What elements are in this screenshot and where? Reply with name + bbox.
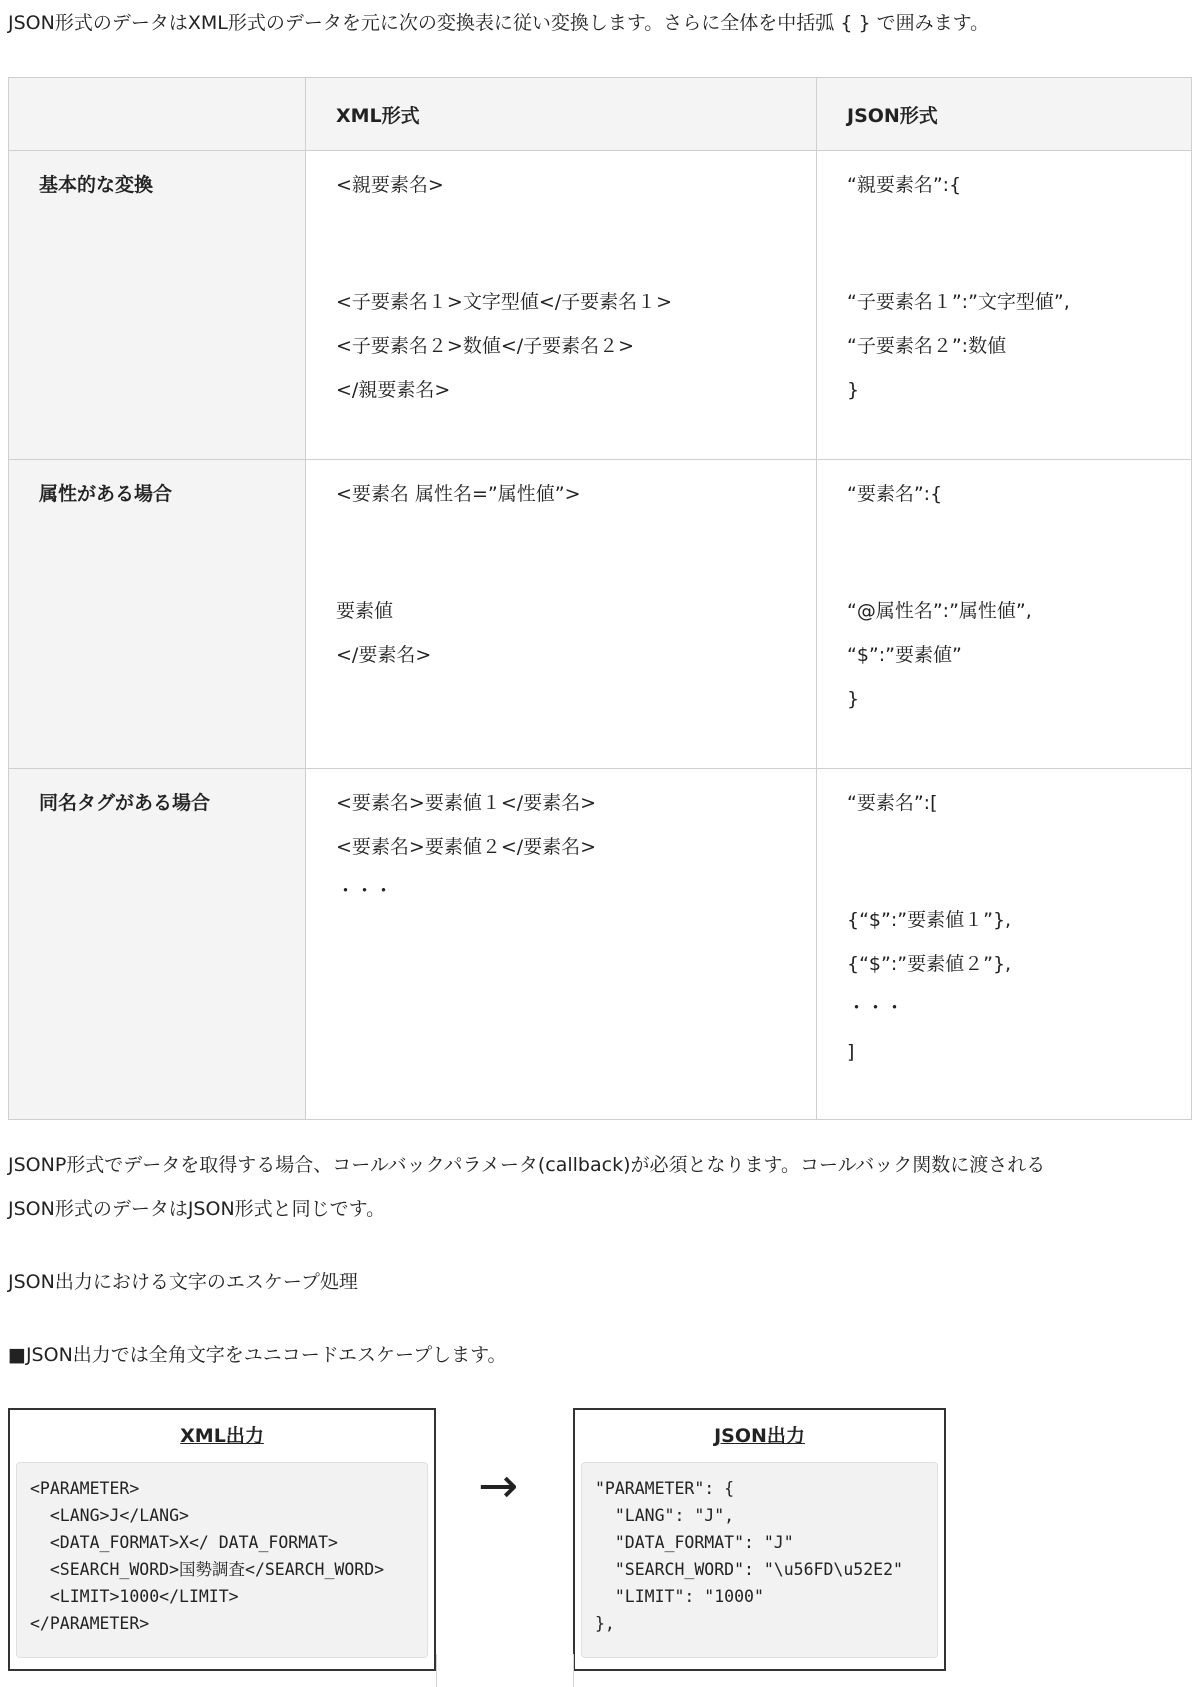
xml-line: </親要素名> xyxy=(336,379,451,401)
json-line xyxy=(847,523,1191,567)
cell-xml-attribute xyxy=(306,460,817,769)
json-line xyxy=(847,258,1191,287)
escape-note: ■JSON出力では全角文字をユニコードエスケープします。 xyxy=(8,1344,507,1366)
xml-line: </要素名> xyxy=(336,644,432,666)
json-line: “$”:”要素値” xyxy=(847,644,962,666)
code-line: }, xyxy=(595,1614,615,1633)
code-line: <LIMIT>1000</LIMIT> xyxy=(30,1587,239,1606)
xml-output-code xyxy=(16,1462,428,1658)
divider xyxy=(436,1654,437,1687)
cell-json-same-name xyxy=(817,769,1192,1120)
cell-xml-basic xyxy=(306,151,817,460)
cell-json-attribute xyxy=(817,460,1192,769)
header-xml: XML形式 xyxy=(306,78,817,151)
code-line: "DATA_FORMAT": "J" xyxy=(595,1533,794,1552)
xml-line: ・・・ xyxy=(336,880,394,902)
cell-xml-same-name xyxy=(306,769,817,1120)
intro-text: JSON形式のデータはXML形式のデータを元に次の変換表に従い変換します。さらに全体を中括弧 { } で囲みます。 xyxy=(8,12,990,34)
json-line xyxy=(847,832,1191,876)
divider xyxy=(573,1654,574,1687)
json-line xyxy=(847,567,1191,596)
xml-line: <要素名>要素値１</要素名> xyxy=(336,792,597,814)
table-row-basic xyxy=(9,151,1192,460)
row-label-attribute: 属性がある場合 xyxy=(9,460,306,769)
json-line: “子要素名１”:”文字型値”, xyxy=(847,291,1070,313)
xml-line xyxy=(336,567,816,596)
json-line: {“$”:”要素値１”}, xyxy=(847,909,1012,931)
json-line: “親要素名”:{ xyxy=(847,174,962,196)
header-empty xyxy=(9,78,306,151)
table-row-attribute xyxy=(9,460,1192,769)
xml-output-box xyxy=(8,1408,436,1671)
json-line: “要素名”:[ xyxy=(847,792,938,814)
json-line: “要素名”:{ xyxy=(847,483,943,505)
xml-line xyxy=(336,258,816,287)
code-line: "LIMIT": "1000" xyxy=(595,1587,764,1606)
code-line: "SEARCH_WORD": "\u56FD\u52E2" xyxy=(595,1560,903,1579)
json-line: } xyxy=(847,688,860,710)
table-row-same-name xyxy=(9,769,1192,1120)
row-label-same-name: 同名タグがある場合 xyxy=(9,769,306,1120)
escape-heading: JSON出力における文字のエスケープ処理 xyxy=(8,1271,358,1293)
jsonp-text-line-2: JSON形式のデータはJSON形式と同じです。 xyxy=(8,1198,386,1220)
json-line: “@属性名”:”属性値”, xyxy=(847,600,1032,622)
json-output-box xyxy=(573,1408,946,1671)
json-line: ] xyxy=(847,1041,855,1063)
xml-line: <子要素名２>数値</子要素名２> xyxy=(336,335,635,357)
code-line: "PARAMETER": { xyxy=(595,1479,735,1498)
cell-json-basic xyxy=(817,151,1192,460)
header-json: JSON形式 xyxy=(817,78,1192,151)
xml-line: <要素名 属性名=”属性値”> xyxy=(336,483,581,505)
json-line: } xyxy=(847,379,860,401)
code-line: <DATA_FORMAT>X</ DATA_FORMAT> xyxy=(30,1533,338,1552)
json-line: “子要素名２”:数値 xyxy=(847,335,1007,357)
json-line: ・・・ xyxy=(847,997,905,1019)
json-output-title: JSON出力 xyxy=(714,1425,805,1447)
code-line: <PARAMETER> xyxy=(30,1479,140,1498)
xml-line: 要素値 xyxy=(336,600,394,622)
right-arrow-icon: → xyxy=(478,1458,519,1514)
code-line: "LANG": "J", xyxy=(595,1506,735,1525)
code-line: <LANG>J</LANG> xyxy=(30,1506,189,1525)
code-line: <SEARCH_WORD>国勢調査</SEARCH_WORD> xyxy=(30,1560,385,1579)
json-line xyxy=(847,214,1191,258)
json-output-code xyxy=(581,1462,938,1658)
xml-output-title: XML出力 xyxy=(180,1425,264,1447)
xml-line: <子要素名１>文字型値</子要素名１> xyxy=(336,291,673,313)
xml-line: <親要素名> xyxy=(336,174,444,196)
xml-line: <要素名>要素値２</要素名> xyxy=(336,836,597,858)
conversion-table xyxy=(8,77,1192,1120)
code-line: </PARAMETER> xyxy=(30,1614,150,1633)
json-line xyxy=(847,876,1191,905)
row-label-basic: 基本的な変換 xyxy=(9,151,306,460)
xml-line xyxy=(336,523,816,567)
xml-line xyxy=(336,214,816,258)
table-header-row xyxy=(9,78,1192,151)
json-line: {“$”:”要素値２”}, xyxy=(847,953,1012,975)
jsonp-text-line-1: JSONP形式でデータを取得する場合、コールバックパラメータ(callback)が必須となります。コールバック関数に渡される xyxy=(8,1154,1046,1176)
